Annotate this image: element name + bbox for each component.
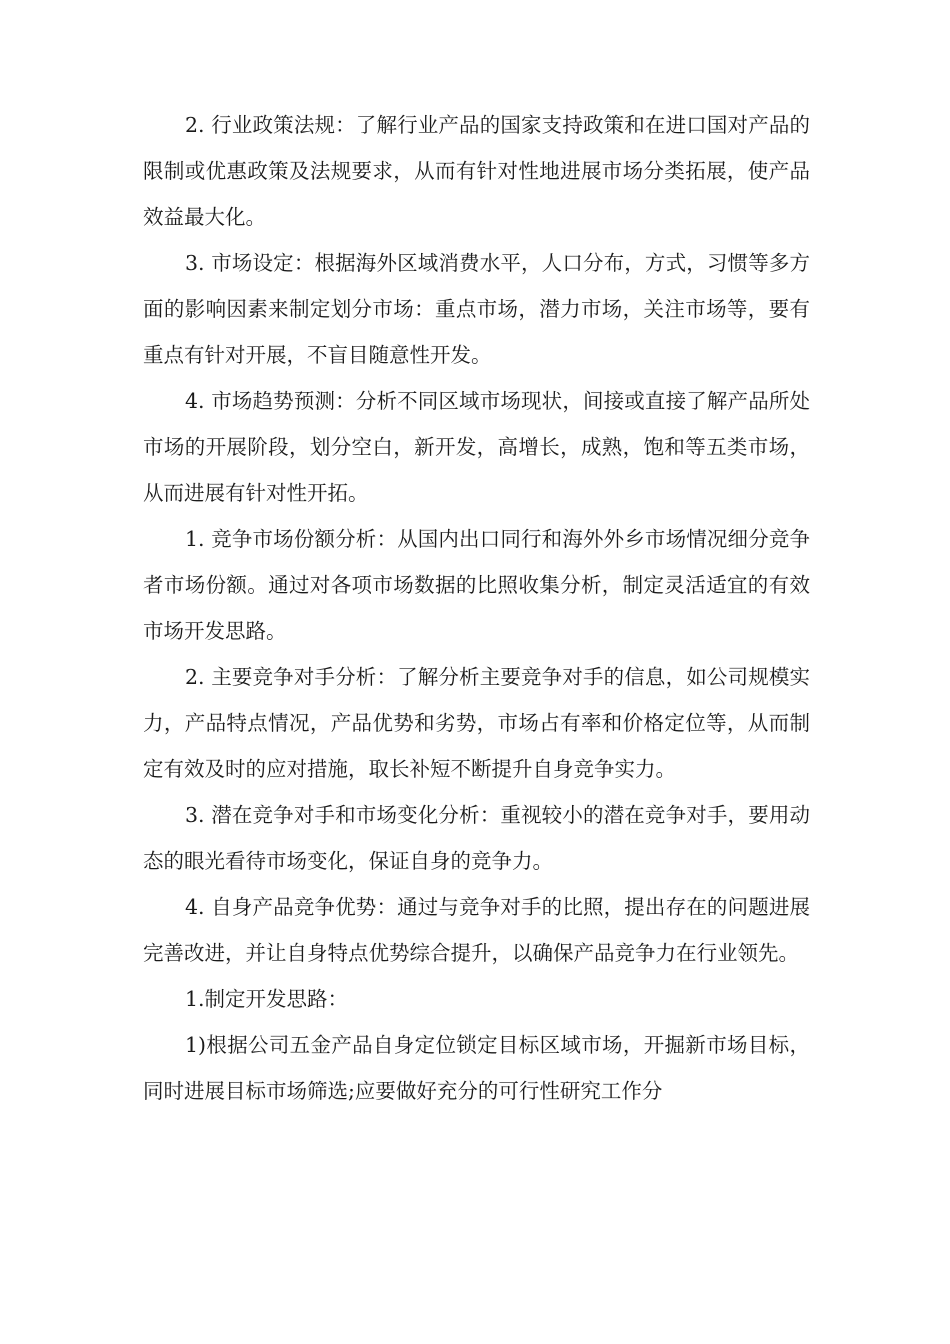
document-body [143, 102, 810, 1114]
paragraph-market-trend: 4. 市场趋势预测：分析不同区域市场现状，间接或直接了解产品所处市场的开展阶段，划分空白，新开发，高增长，成熟，饱和等五类市场，从而进展有针对性开拓。 [143, 389, 810, 505]
paragraph-potential-competitors: 3. 潜在竞争对手和市场变化分析：重视较小的潜在竞争对手，要用动态的眼光看待市场变化，保证自身的竞争力。 [143, 803, 810, 873]
paragraph-development-heading: 1.制定开发思路： [185, 987, 349, 1011]
paragraph-main-competitors: 2. 主要竞争对手分析：了解分析主要竞争对手的信息，如公司规模实力，产品特点情况，产品优势和劣势，市场占有率和价格定位等，从而制定有效及时的应对措施，取长补短不断提升自身竞争实力。 [143, 665, 810, 781]
paragraph-target-market: 1)根据公司五金产品自身定位锁定目标区域市场，开掘新市场目标，同时进展目标市场筛选;应要做好充分的可行性研究工作分 [143, 1033, 810, 1103]
paragraph-market-setting: 3. 市场设定：根据海外区域消费水平，人口分布，方式，习惯等多方面的影响因素来制定划分市场：重点市场，潜力市场，关注市场等，要有重点有针对开展，不盲目随意性开发。 [143, 251, 810, 367]
paragraph-market-share: 1. 竞争市场份额分析：从国内出口同行和海外外乡市场情况细分竞争者市场份额。通过对各项市场数据的比照收集分析，制定灵活适宜的有效市场开发思路。 [143, 527, 810, 643]
paragraph-competitive-advantage: 4. 自身产品竞争优势：通过与竞争对手的比照，提出存在的问题进展完善改进，并让自身特点优势综合提升，以确保产品竞争力在行业领先。 [143, 895, 810, 965]
paragraph-industry-policy: 2. 行业政策法规：了解行业产品的国家支持政策和在进口国对产品的限制或优惠政策及法规要求，从而有针对性地进展市场分类拓展，使产品效益最大化。 [143, 113, 810, 229]
